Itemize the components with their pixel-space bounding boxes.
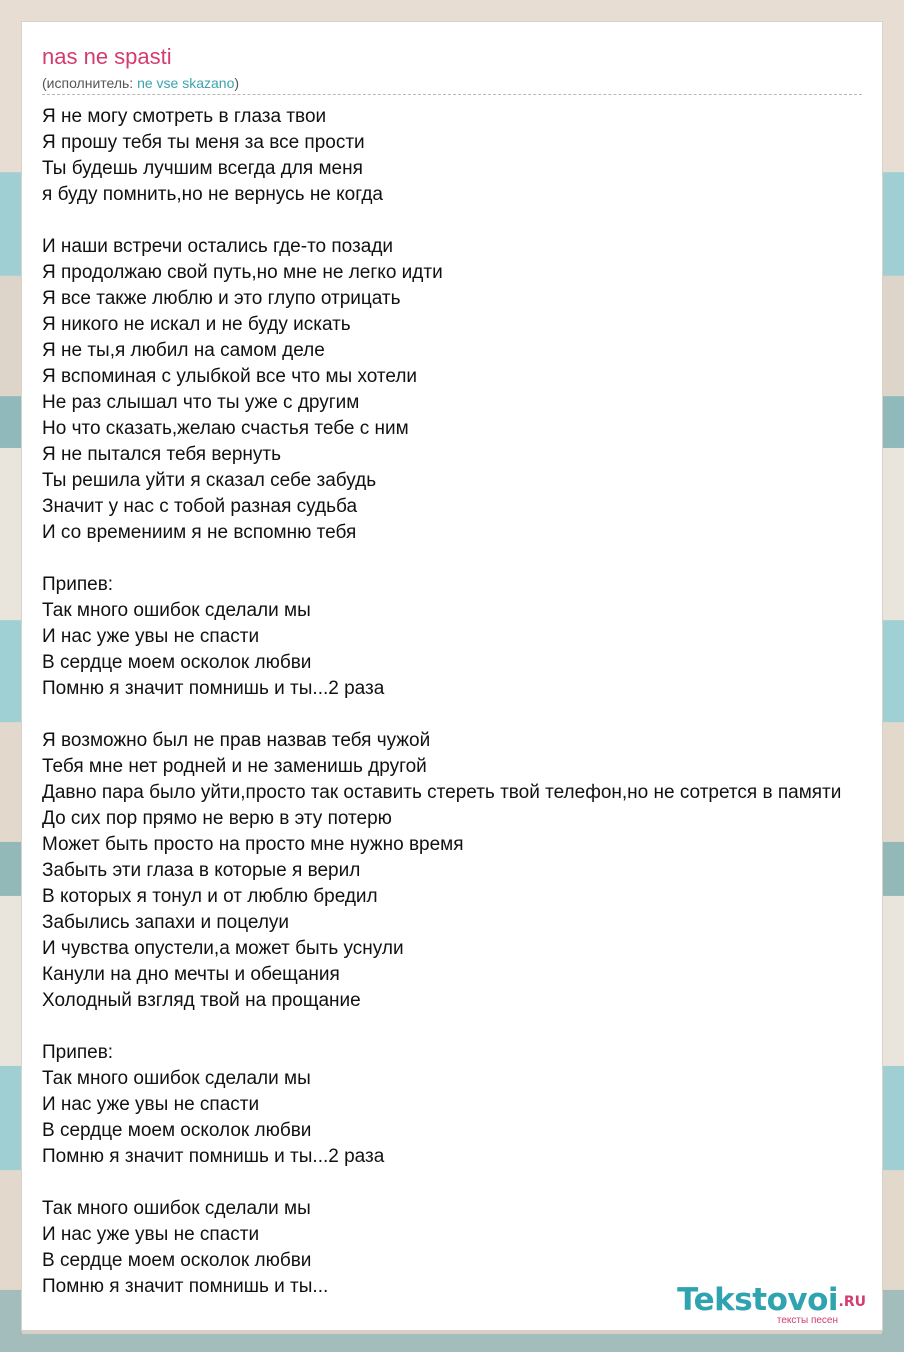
lyrics-stanza bbox=[42, 234, 904, 546]
lyric-line: Значит у нас с тобой разная судьба bbox=[42, 496, 358, 517]
song-title: nas ne spasti bbox=[42, 44, 172, 69]
lyric-line: Я никого не искал и не буду искать bbox=[42, 314, 351, 335]
logo-tld: .RU bbox=[838, 1294, 866, 1310]
lyric-line: В сердце моем осколок любви bbox=[42, 1120, 312, 1141]
lyric-line: Но что сказать,желаю счастья тебе с ним bbox=[42, 418, 409, 439]
lyric-line: Тебя мне нет родней и не заменишь другой bbox=[42, 756, 427, 777]
lyric-line: И нас уже увы не спасти bbox=[42, 1224, 260, 1245]
lyric-line: В сердце моем осколок любви bbox=[42, 1250, 312, 1271]
logo-tagline: тексты песен bbox=[776, 1315, 838, 1326]
lyric-line: Я не пытался тебя вернуть bbox=[42, 444, 281, 465]
lyric-line: Забыть эти глаза в которые я верил bbox=[42, 860, 361, 881]
lyrics-stanza bbox=[42, 104, 904, 208]
lyric-line: Так много ошибок сделали мы bbox=[42, 1198, 311, 1219]
artist-link[interactable]: ne vse skazano bbox=[137, 75, 235, 91]
lyrics-stanza bbox=[42, 728, 904, 1014]
title-divider bbox=[42, 94, 862, 95]
lyric-line: Забылись запахи и поцелуи bbox=[42, 912, 290, 933]
lyric-line: Так много ошибок сделали мы bbox=[42, 1068, 311, 1089]
lyric-line: До сих пор прямо не верю в эту потерю bbox=[42, 808, 392, 829]
lyrics-stanza bbox=[42, 1040, 904, 1170]
lyric-line: Так много ошибок сделали мы bbox=[42, 600, 311, 621]
lyric-line: Может быть просто на просто мне нужно время bbox=[42, 834, 464, 855]
lyric-line: И со времениим я не вспомню тебя bbox=[42, 522, 357, 543]
lyric-line: И нас уже увы не спасти bbox=[42, 1094, 260, 1115]
site-logo[interactable] bbox=[654, 1282, 874, 1328]
lyric-line: Припев: bbox=[42, 574, 114, 595]
lyric-line: Давно пара было уйти,просто так оставить стереть твой телефон,но не сотрется в памяти bbox=[42, 782, 842, 803]
lyric-line: Я не ты,я любил на самом деле bbox=[42, 340, 325, 361]
lyric-line: Я вспоминая с улыбкой все что мы хотели bbox=[42, 366, 418, 387]
lyric-line: И чувства опустели,а может быть уснули bbox=[42, 938, 404, 959]
lyric-line: И наши встречи остались где-то позади bbox=[42, 236, 394, 257]
lyric-line: В которых я тонул и от люблю бредил bbox=[42, 886, 378, 907]
lyric-line: Ты решила уйти я сказал себе забудь bbox=[42, 470, 377, 491]
lyric-line: Канули на дно мечты и обещания bbox=[42, 964, 340, 985]
artist-suffix: ) bbox=[234, 75, 240, 91]
lyrics-card bbox=[22, 22, 882, 1330]
lyric-line: я буду помнить,но не вернусь не когда bbox=[42, 184, 383, 205]
lyric-line: И нас уже увы не спасти bbox=[42, 626, 260, 647]
lyric-line: Помню я значит помнишь и ты...2 раза bbox=[42, 678, 385, 699]
lyric-line: В сердце моем осколок любви bbox=[42, 652, 312, 673]
lyric-line: Я не могу смотреть в глаза твои bbox=[42, 106, 327, 127]
lyric-line: Припев: bbox=[42, 1042, 114, 1063]
lyric-line: Я продолжаю свой путь,но мне не легко идти bbox=[42, 262, 443, 283]
lyric-line: Я возможно был не прав назвав тебя чужой bbox=[42, 730, 431, 751]
lyric-line: Ты будешь лучшим всегда для меня bbox=[42, 158, 363, 179]
lyrics-stanza bbox=[42, 572, 904, 702]
lyric-line: Помню я значит помнишь и ты...2 раза bbox=[42, 1146, 385, 1167]
lyric-line: Холодный взгляд твой на прощание bbox=[42, 990, 361, 1011]
lyric-line: Не раз слышал что ты уже с другим bbox=[42, 392, 360, 413]
lyric-line: Я прошу тебя ты меня за все прости bbox=[42, 132, 365, 153]
lyric-line: Помню я значит помнишь и ты... bbox=[42, 1276, 329, 1297]
lyric-line: Я все также люблю и это глупо отрицать bbox=[42, 288, 401, 309]
artist-line bbox=[42, 74, 239, 92]
logo-wordmark: Tekstovoi bbox=[677, 1282, 838, 1318]
artist-prefix: (исполнитель: bbox=[42, 75, 138, 91]
lyrics-text bbox=[42, 104, 904, 1300]
